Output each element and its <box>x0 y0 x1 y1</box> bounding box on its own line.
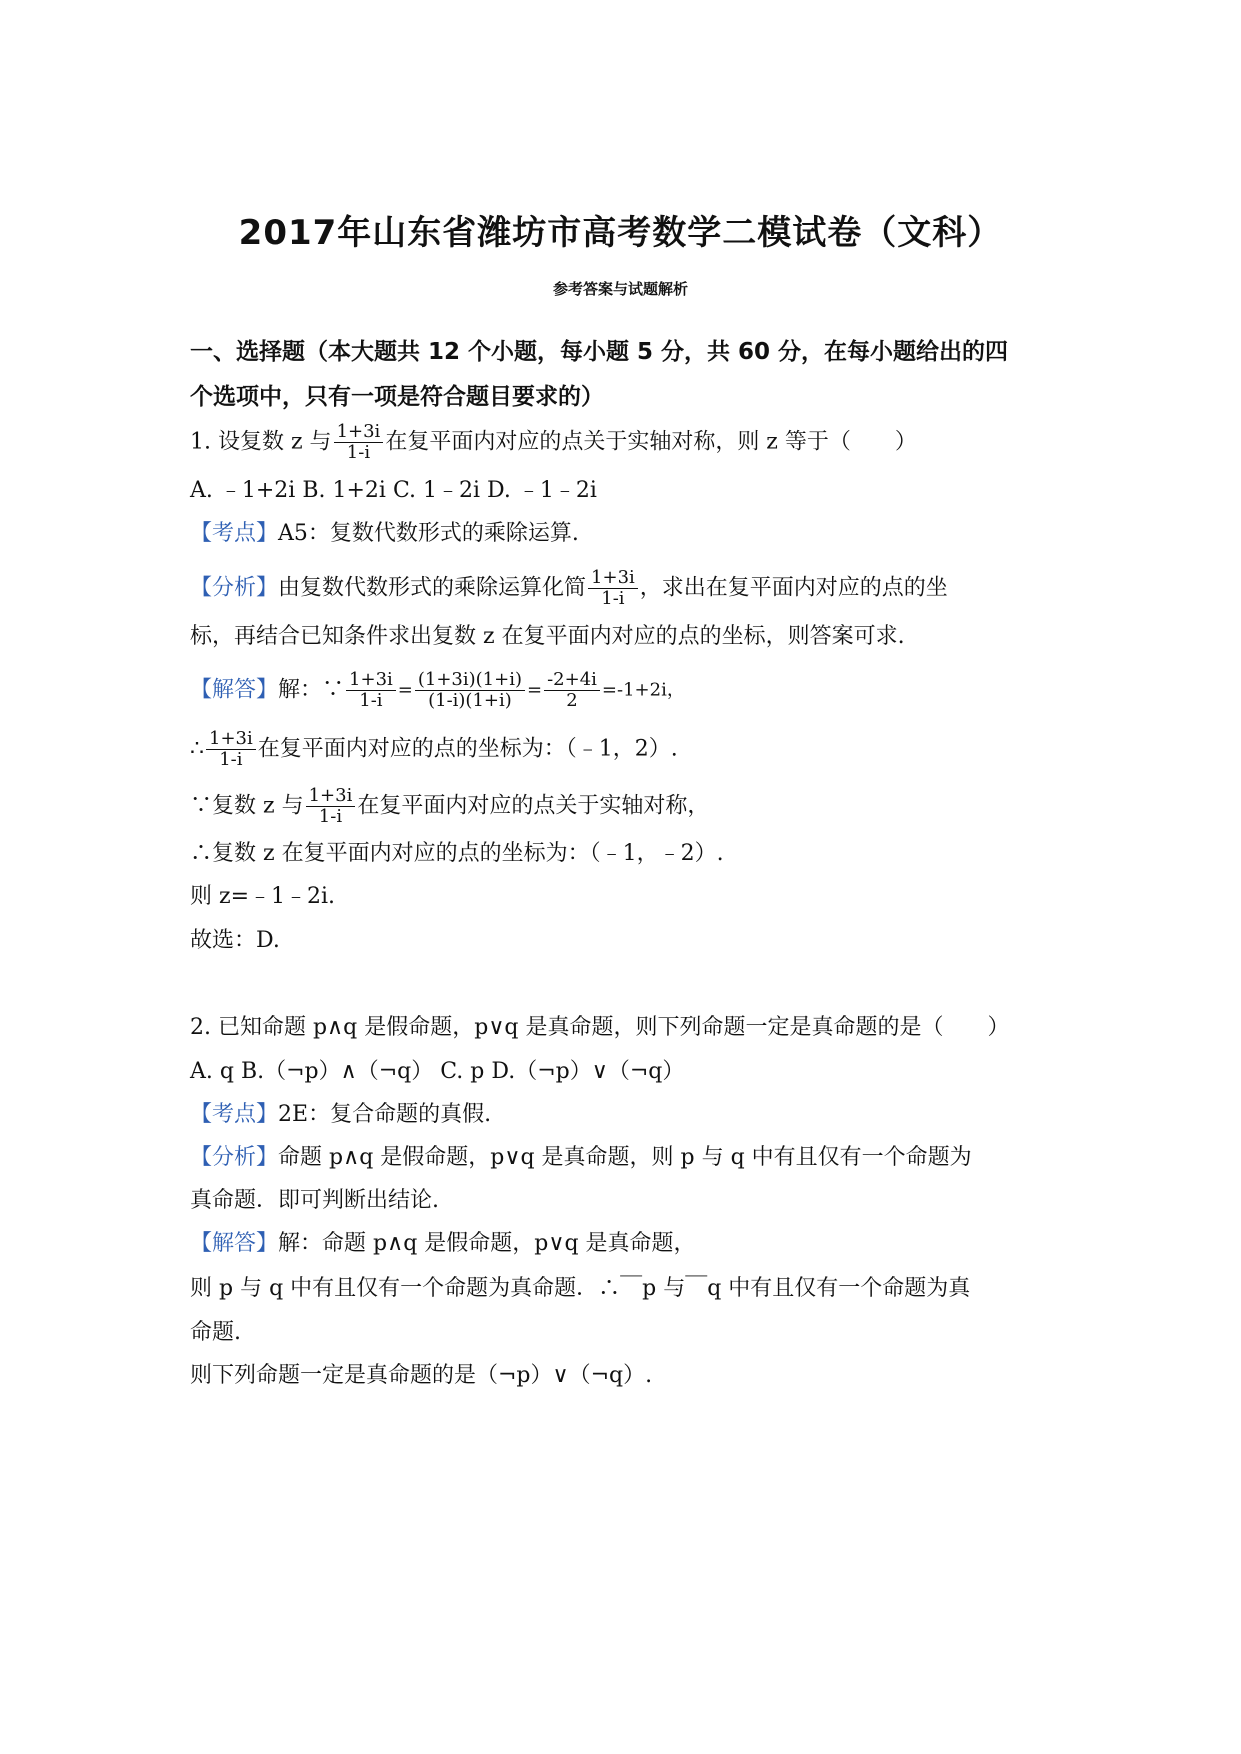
q1-step6: 故选：D. <box>190 928 280 953</box>
q1-step4: ∴复数 z 在复平面内对应的点的坐标为：（﹣1，﹣2）. <box>190 841 724 866</box>
q2-stem: 2. 已知命题 p∧q 是假命题，p∨q 是真命题，则下列命题一定是真命题的是（ ） <box>190 1015 1010 1040</box>
fraction-denominator: 2 <box>566 690 578 711</box>
fraction-numerator: 1+3i <box>306 786 356 807</box>
kaodian-tag: 【考点】 <box>190 521 279 546</box>
jieda-tag: 【解答】 <box>190 677 279 703</box>
fraction-1 <box>588 568 638 609</box>
fenxi-tag: 【分析】 <box>190 1145 279 1170</box>
q1-options: A. ﹣1+2i B. 1+2i C. 1﹣2i D. ﹣1﹣2i <box>190 478 597 503</box>
fraction-1 <box>306 786 356 827</box>
fraction-3 <box>544 670 600 711</box>
fenxi-text-a: 命题 p∧q 是假命题，p∨q 是真命题，则 p 与 q 中有且仅有一个命题为 <box>278 1145 972 1170</box>
fraction-1 <box>206 729 256 770</box>
q1-fenxi-cont: 标，再结合已知条件求出复数 z 在复平面内对应的点的坐标，则答案可求. <box>190 624 905 649</box>
fraction-1 <box>334 422 384 463</box>
q1-step3 <box>190 786 1070 827</box>
section-heading-line1: 一、选择题（本大题共 12 个小题，每小题 5 分，共 60 分，在每小题给出的四 <box>190 339 1009 365</box>
jieda-tag: 【解答】 <box>190 1231 279 1256</box>
fraction-numerator: (1+3i)(1+i) <box>415 670 525 691</box>
q1-step5: 则 z=﹣1﹣2i. <box>190 884 336 909</box>
kaodian-text: A5：复数代数形式的乘除运算. <box>278 521 579 546</box>
kaodian-tag: 【考点】 <box>190 1102 279 1127</box>
q2-step2: 则 p 与 q 中有且仅有一个命题为真命题．∴￣p 与￣q 中有且仅有一个命题为真 <box>190 1276 971 1301</box>
fraction-denominator: 1-i <box>219 749 243 770</box>
step3-text-a: ∵复数 z 与 <box>190 793 304 819</box>
equals-sign: = <box>527 679 543 701</box>
fraction-numerator: -2+4i <box>544 670 600 691</box>
fraction-1 <box>346 670 396 711</box>
q2-jieda <box>190 1229 1070 1259</box>
q1-kaodian <box>190 519 1070 549</box>
q1-stem <box>190 422 1070 463</box>
page-subtitle: 参考答案与试题解析 <box>552 280 688 298</box>
section-heading-line2: 个选项中，只有一项是符合题目要求的） <box>190 384 604 410</box>
q1-jieda <box>190 670 1070 711</box>
page-title: 2017年山东省潍坊市高考数学二模试卷（文科） <box>238 213 1003 253</box>
q1-stem-part-b: 在复平面内对应的点关于实轴对称，则 z 等于（ ） <box>385 429 917 455</box>
fenxi-text-a: 由复数代数形式的乘除运算化简 <box>278 575 587 601</box>
jieda-text: 解：命题 p∧q 是假命题，p∨q 是真命题， <box>278 1231 696 1256</box>
q1-stem-part-a: 1. 设复数 z 与 <box>190 429 332 455</box>
therefore-symbol: ∴ <box>190 736 204 762</box>
fenxi-text-b: ，求出在复平面内对应的点的坐 <box>639 575 948 601</box>
fraction-denominator: 1-i <box>318 806 343 827</box>
q2-options: A. q B.（¬p）∧（¬q） C. p D.（¬p）∨（¬q） <box>190 1059 685 1084</box>
q1-fenxi <box>190 568 1070 609</box>
q2-fenxi <box>190 1143 1070 1173</box>
fraction-denominator: 1-i <box>359 690 383 711</box>
fraction-numerator: 1+3i <box>346 670 396 691</box>
equals-sign: = <box>397 679 413 701</box>
step2-text: 在复平面内对应的点的坐标为：（﹣1，2）. <box>257 736 678 762</box>
q2-step3: 命题. <box>190 1320 241 1345</box>
q2-step4: 则下列命题一定是真命题的是（¬p）∨（¬q）. <box>190 1363 653 1388</box>
fraction-denominator: 1-i <box>346 442 371 463</box>
jieda-text: 解：∵ <box>278 677 345 703</box>
q2-fenxi-cont: 真命题．即可判断出结论. <box>190 1188 439 1213</box>
fraction-numerator: 1+3i <box>334 422 384 443</box>
fraction-numerator: 1+3i <box>206 729 256 750</box>
fraction-denominator: 1-i <box>601 588 625 609</box>
q1-step2 <box>190 729 1070 770</box>
fraction-2 <box>415 670 525 711</box>
fraction-numerator: 1+3i <box>588 568 638 589</box>
fenxi-tag: 【分析】 <box>190 575 279 601</box>
fraction-denominator: (1-i)(1+i) <box>428 690 512 711</box>
kaodian-text: 2E：复合命题的真假. <box>278 1102 492 1127</box>
q2-kaodian <box>190 1100 1070 1130</box>
result-expression: =-1+2i， <box>601 679 685 701</box>
step3-text-b: 在复平面内对应的点关于实轴对称， <box>357 793 710 819</box>
